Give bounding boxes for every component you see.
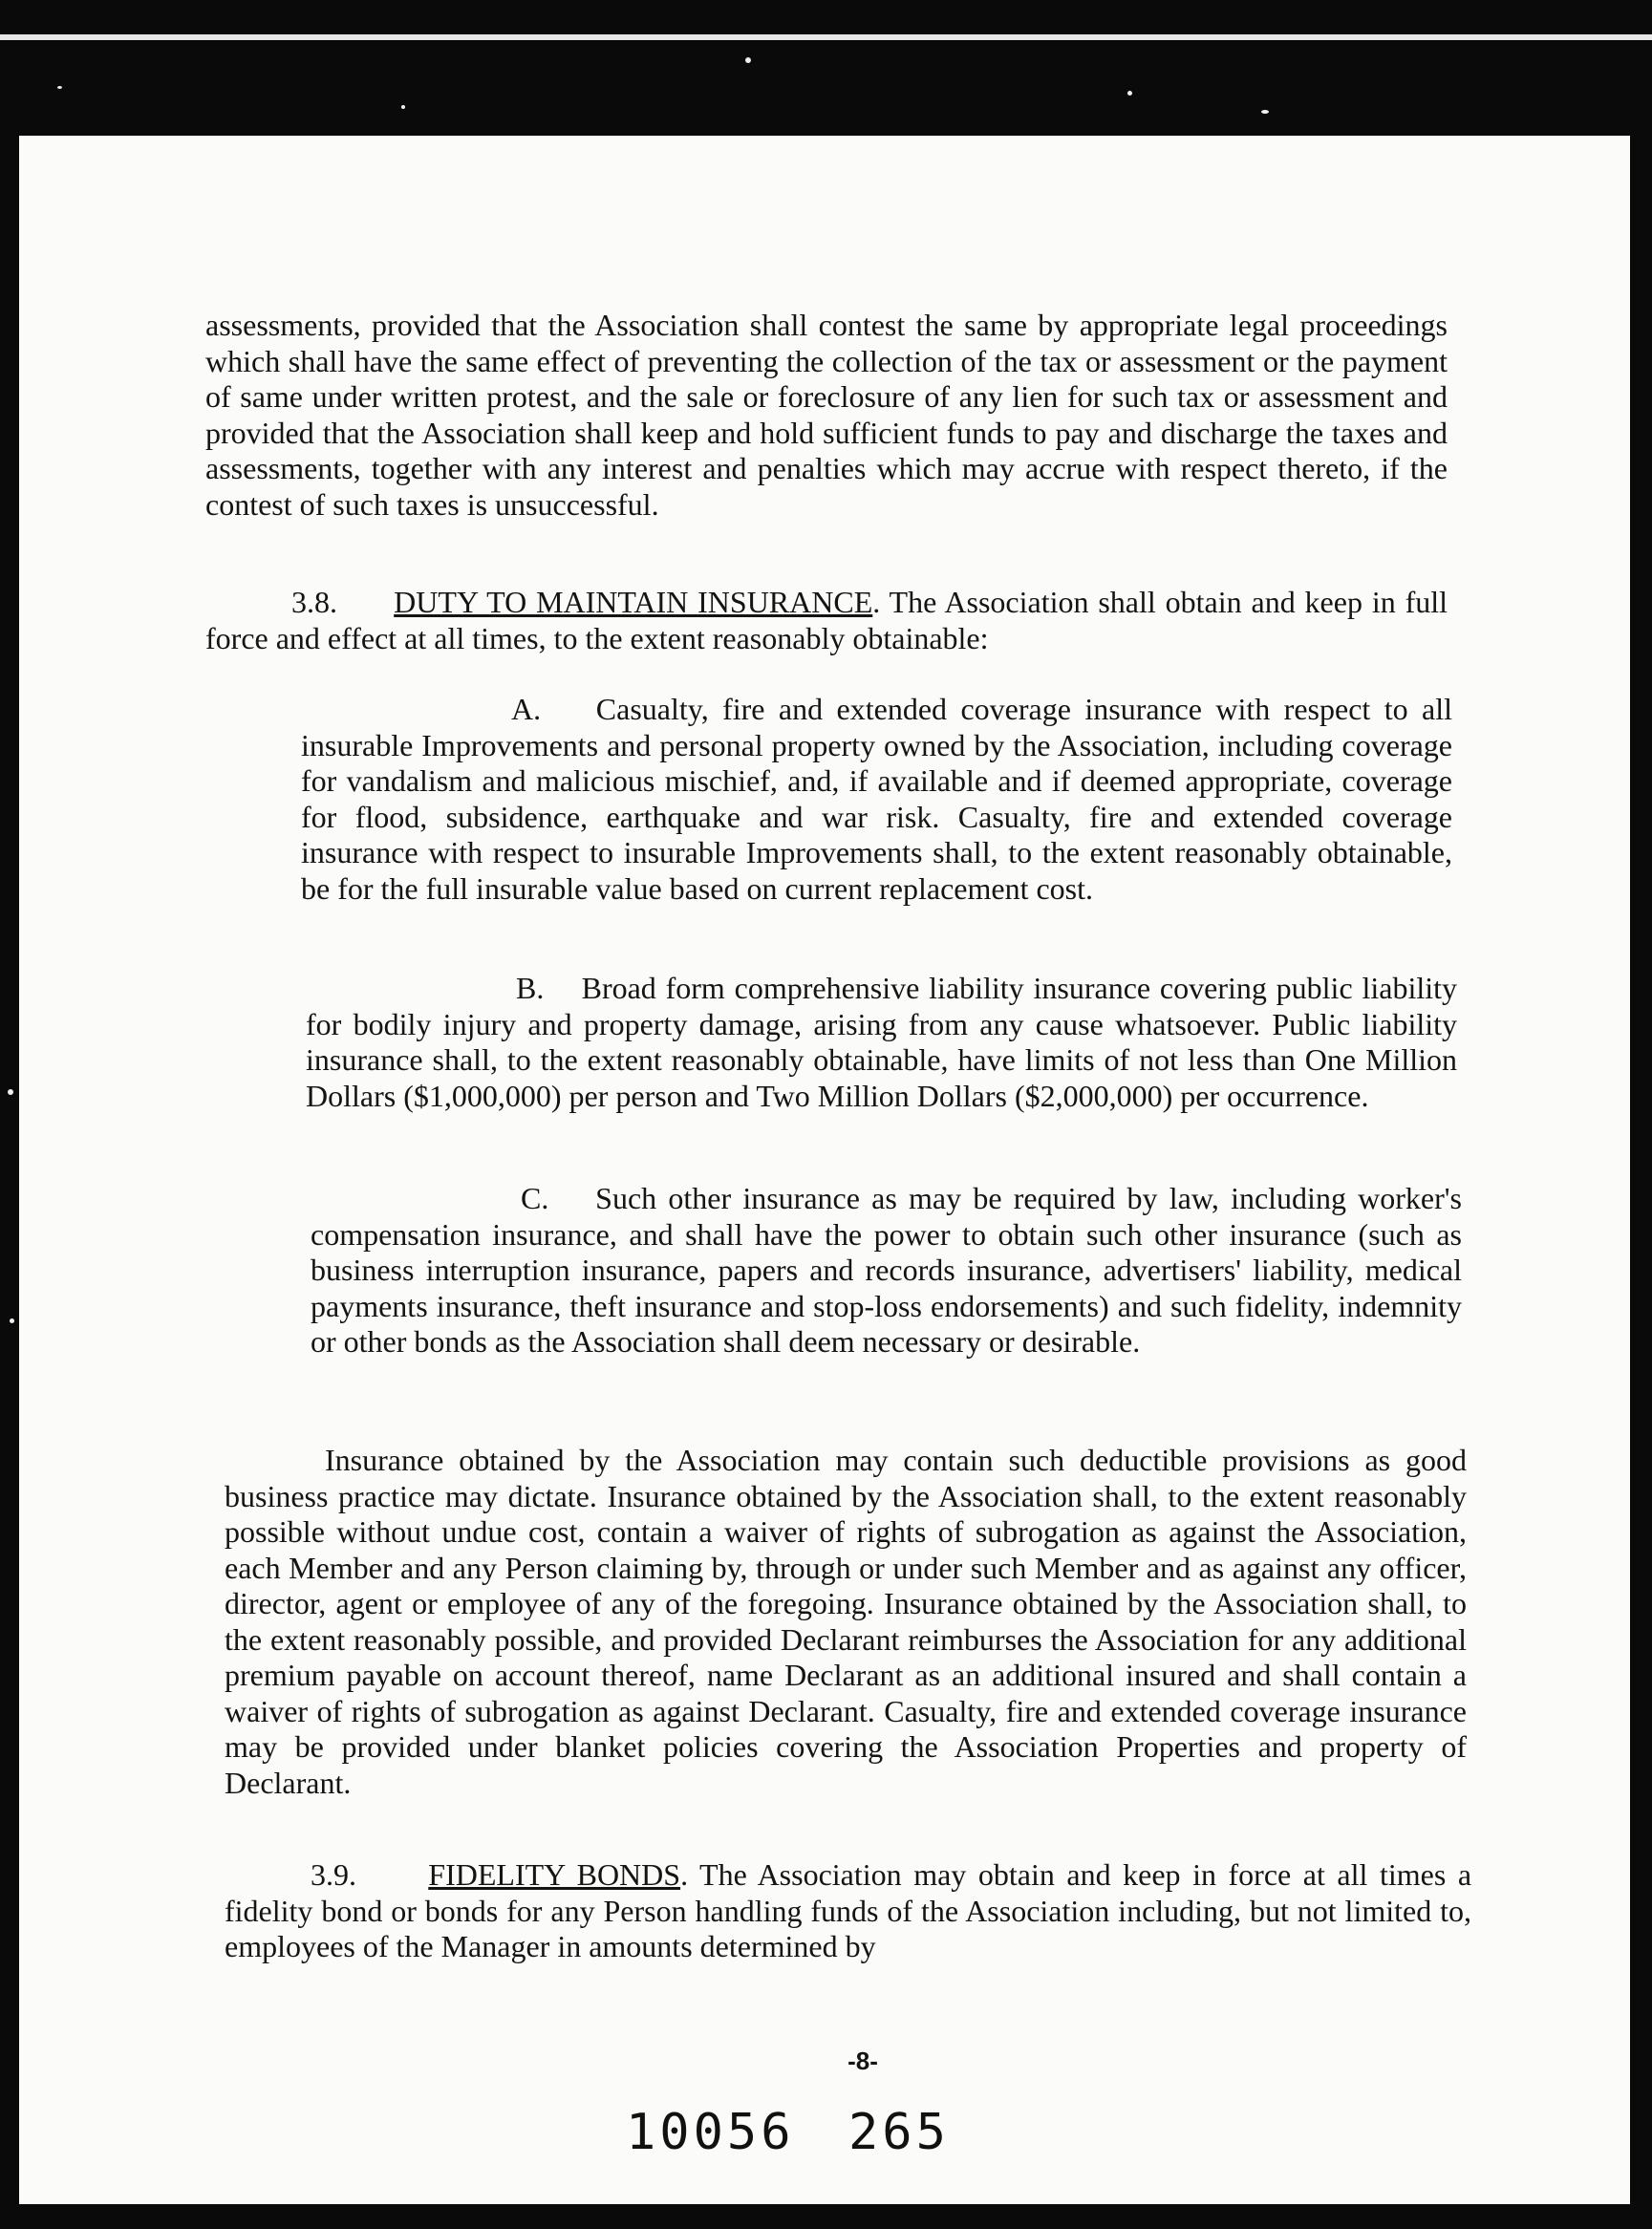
page-number: -8- bbox=[847, 2047, 878, 2075]
scan-speck bbox=[57, 86, 62, 89]
section-3-8-body: . The Association shall obtain and keep in full force and effect at all times, to the extent reasonably obtainable: bbox=[205, 585, 1448, 655]
insurance-item-a bbox=[301, 692, 1452, 907]
scan-speck bbox=[745, 57, 751, 63]
item-c-body: Such other insurance as may be required by law, including worker's compensation insurance, and shall have the power to obtain such other insurance (such as business interruption insurance, papers and records insurance, advertisers' liability, medical payments insurance, theft insurance and stop-loss endorsements) and such fidelity, indemnity or other bonds as the Association shall deem necessary or desirable. bbox=[311, 1181, 1463, 1359]
item-b-label: B. bbox=[516, 971, 545, 1005]
document-stamp-page: 265 bbox=[848, 2104, 950, 2161]
scan-speck bbox=[8, 1089, 13, 1095]
scan-speck bbox=[1261, 110, 1269, 114]
section-3-9 bbox=[225, 1857, 1471, 1965]
section-3-8-heading: DUTY TO MAINTAIN INSURANCE bbox=[394, 585, 873, 619]
scan-speck bbox=[1127, 91, 1132, 96]
section-3-9-number: 3.9. bbox=[311, 1857, 356, 1892]
paragraph-insurance-provisions: Insurance obtained by the Association may contain such deductible provisions as good business practice may dictate. Insurance obtained by the Association shall, to the extent reasonably possible without undue cost, contain a waiver of rights of subrogation as against the Association, each Member and any Person claiming by, through or under such Member and as against any officer, director, agent or employee of any of the foregoing. Insurance obtained by the Association shall, to the extent reasonably possible, and provided Declarant reimburses the Association for any additional premium payable on account thereof, name Declarant as an additional insured and shall contain a waiver of rights of subrogation as against Declarant. Casualty, fire and extended coverage insurance may be provided under blanket policies covering the Association Properties and property of Declarant. bbox=[225, 1443, 1467, 1800]
scan-speck bbox=[10, 1318, 14, 1323]
item-c-label: C. bbox=[521, 1181, 549, 1215]
insurance-item-b bbox=[306, 971, 1457, 1114]
paragraph-tax-contest: assessments, provided that the Association shall contest the same by appropriate legal proceedings which shall have the same effect of preventing the collection of the tax or assessment or the payment of same under written protest, and the sale or foreclosure of any lien for such tax or assessment and provided that the Association shall keep and hold sufficient funds to pay and discharge the taxes and assessments, together with any interest and penalties which may accrue with respect thereto, if the contest of such taxes is unsuccessful. bbox=[205, 308, 1448, 522]
section-3-8-number: 3.8. bbox=[291, 585, 337, 619]
document-page bbox=[19, 136, 1630, 2204]
section-3-9-body: . The Association may obtain and keep in force at all times a fidelity bond or bonds for any Person handling funds of the Association including, but not limited to, employees of the Manager in amounts determined by bbox=[225, 1857, 1472, 1963]
section-3-8 bbox=[205, 585, 1448, 656]
document-stamp-number: 10056 bbox=[626, 2104, 795, 2161]
item-a-body: Casualty, fire and extended coverage insurance with respect to all insurable Improvements and personal property owned by the Association, including coverage for vandalism and malicious mischief, and, if available and if deemed appropriate, coverage for flood, subsidence, earthquake and war risk. Casualty, fire and extended coverage insurance with respect to insurable Improvements shall, to the extent reasonably obtainable, be for the full insurable value based on current replacement cost. bbox=[301, 692, 1453, 906]
scan-speck bbox=[401, 105, 405, 109]
item-a-label: A. bbox=[511, 692, 542, 726]
scan-border-rule bbox=[0, 34, 1652, 40]
section-3-9-heading: FIDELITY BONDS bbox=[428, 1857, 681, 1892]
item-b-body: Broad form comprehensive liability insurance covering public liability for bodily injury and property damage, arising from any cause whatsoever. Public liability insurance shall, to the extent reasonably obtainable, have limits of not less than One Million Dollars ($1,000,000) per person and Two Million Dollars ($2,000,000) per occurrence. bbox=[306, 971, 1458, 1113]
insurance-item-c bbox=[311, 1181, 1462, 1361]
